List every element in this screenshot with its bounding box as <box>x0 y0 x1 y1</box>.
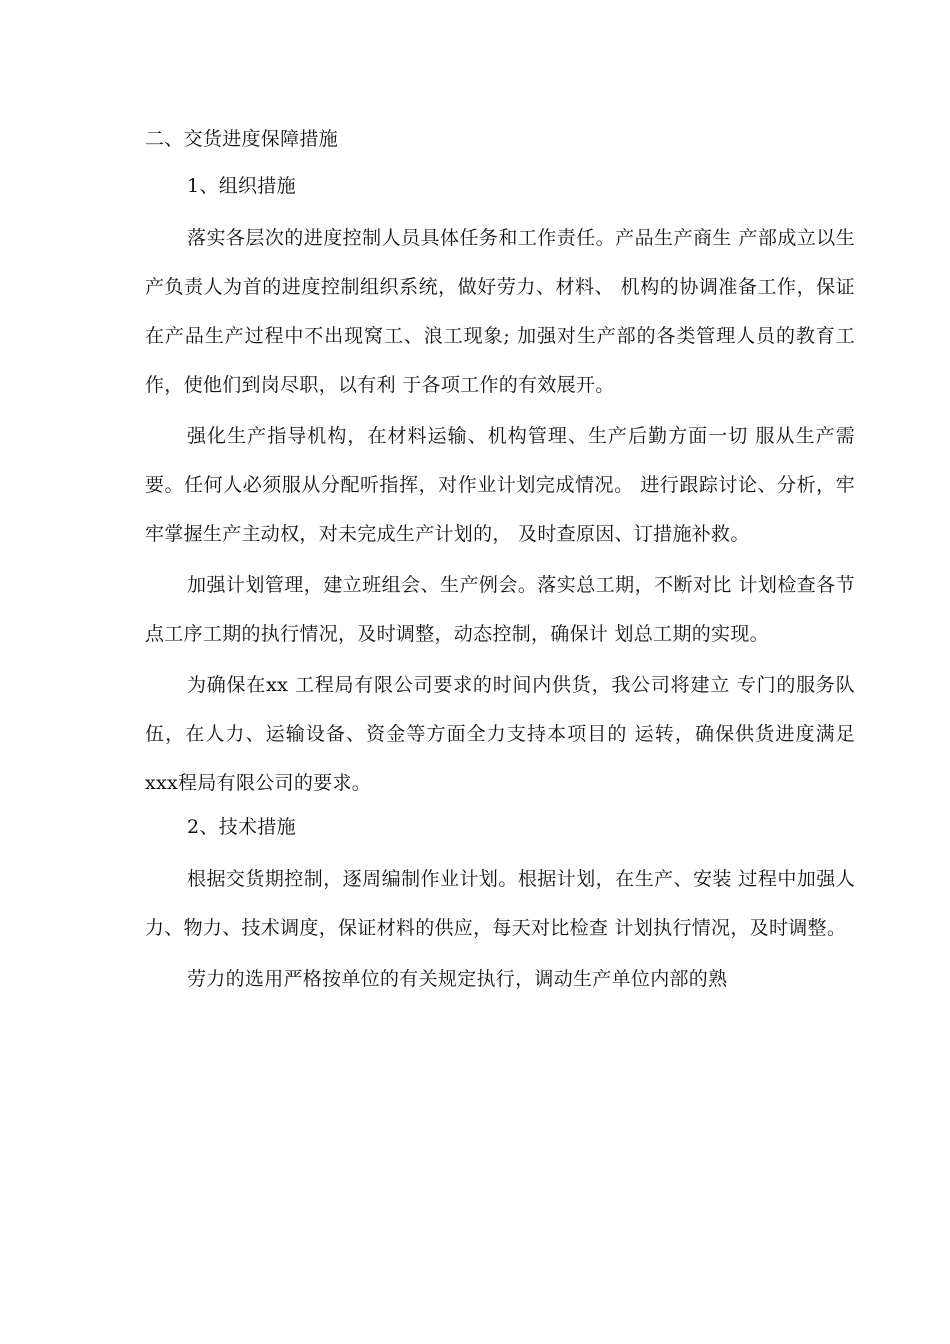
paragraph: 落实各层次的进度控制人员具体任务和工作责任。产品生产商生 产部成立以生产负责人为首的进度控制组织系统，做好劳力、材料、 机构的协调准备工作，保证在产品生产过程中不出现窝工、浪工现象; 加强对生产部的各类管理人员的教育工作，使他们到岗尽职，以有利 于各项工作的有效展开。 <box>145 227 855 396</box>
paragraph: 加强计划管理，建立班组会、生产例会。落实总工期，不断对比 计划检查各节点工序工期的执行情况，及时调整，动态控制，确保计 划总工期的实现。 <box>145 574 855 645</box>
subsection-title-technical: 2、技术措施 <box>187 816 296 838</box>
paragraph: 强化生产指导机构，在材料运输、机构管理、生产后勤方面一切 服从生产需要。任何人必须服从分配听指挥，对作业计划完成情况。 进行跟踪讨论、分析，牢牢掌握生产主动权，对未完成生产计划的， 及时查原因、订措施补救。 <box>145 425 855 545</box>
paragraph: 劳力的选用严格按单位的有关规定执行，调动生产单位内部的熟 <box>187 968 728 990</box>
paragraph: 为确保在xx 工程局有限公司要求的时间内供货，我公司将建立 专门的服务队伍，在人力、运输设备、资金等方面全力支持本项目的 运转，确保供货进度满足xxx程局有限公司的要求。 <box>145 674 855 794</box>
section-title: 二、交货进度保障措施 <box>145 128 339 150</box>
subsection-title-organization: 1、组织措施 <box>187 175 296 197</box>
paragraph: 根据交货期控制，逐周编制作业计划。根据计划，在生产、安装 过程中加强人力、物力、技术调度，保证材料的供应，每天对比检查 计划执行情况，及时调整。 <box>145 868 855 939</box>
document-body <box>145 120 855 1004</box>
